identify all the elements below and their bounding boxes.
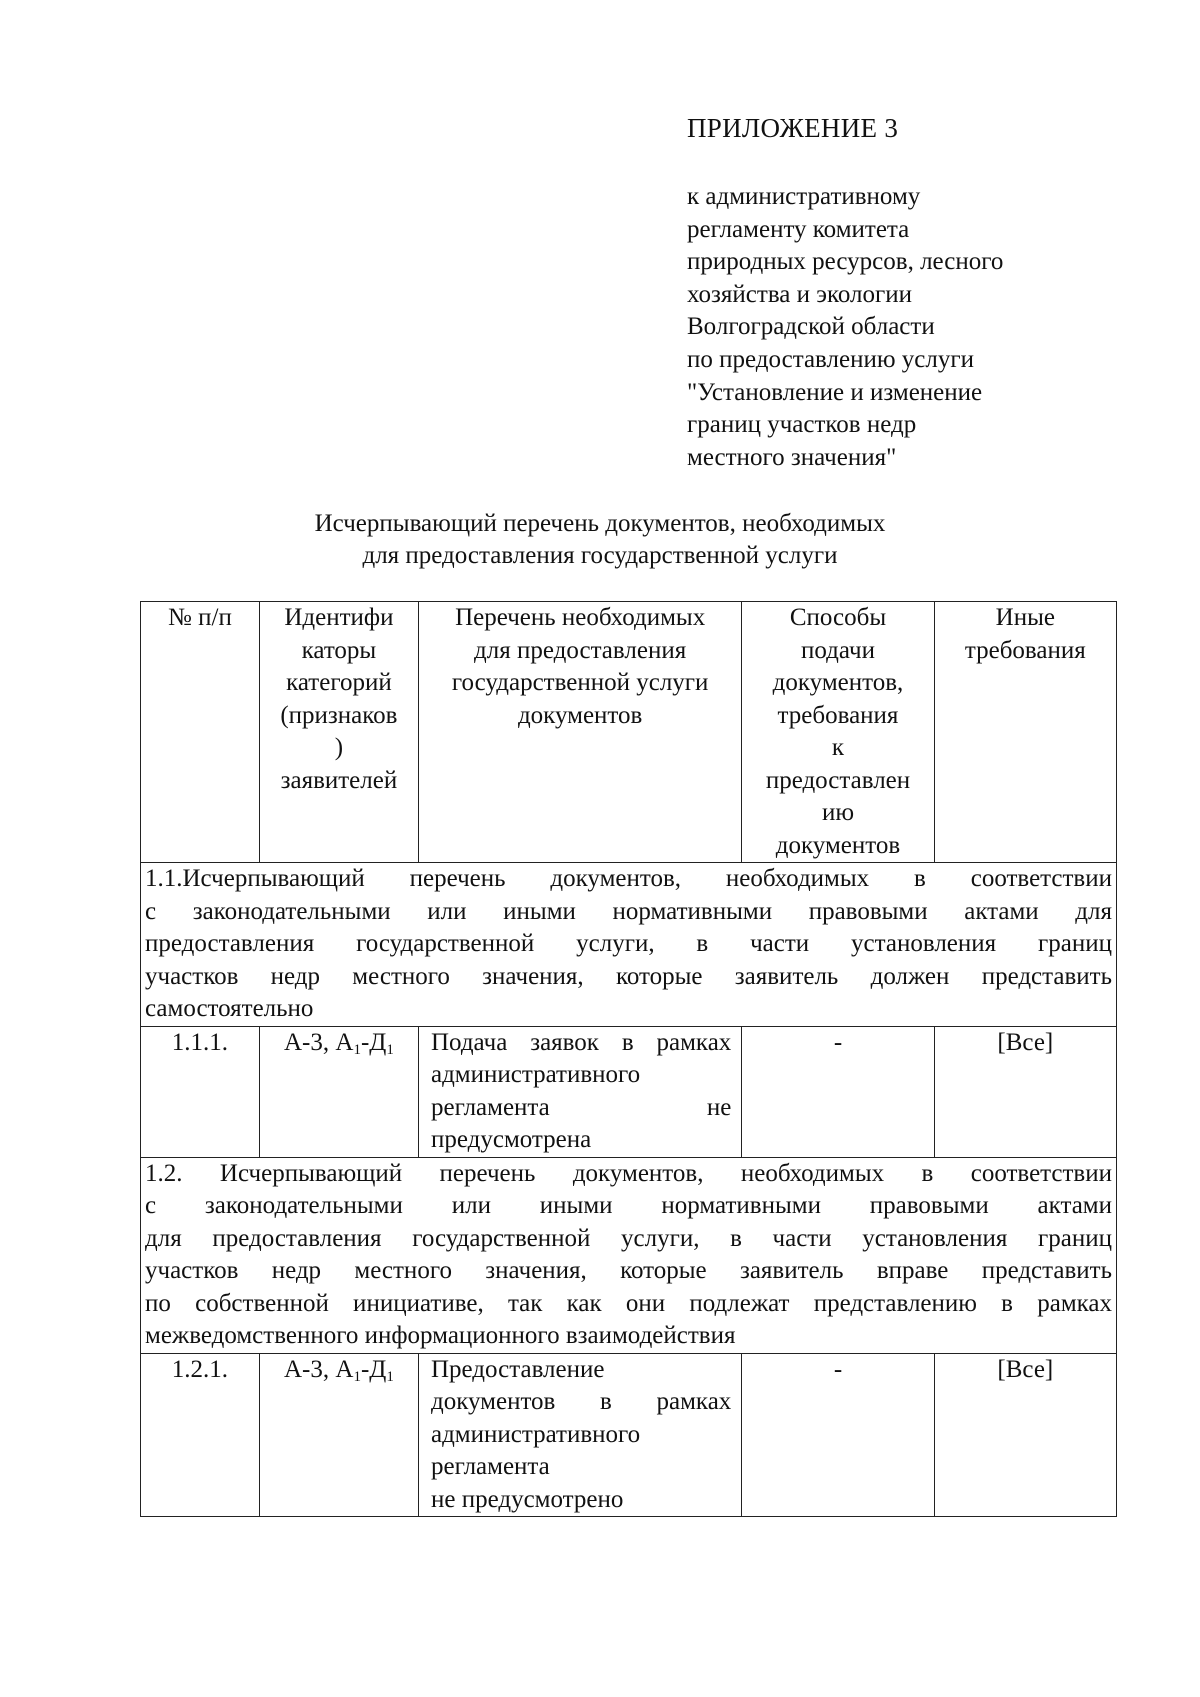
document-heading bbox=[160, 508, 1040, 572]
subtitle-line: хозяйства и экологии bbox=[687, 280, 913, 308]
document-list: Подача заявок в рамках административного регламента не предусмотрена bbox=[418, 1026, 741, 1157]
section-row-1 bbox=[141, 863, 1117, 1027]
row-number: 1.1.1. bbox=[141, 1026, 260, 1157]
applicant-identifiers: А-3, $А_1-Д_1$ bbox=[259, 1353, 418, 1517]
heading-line: для предоставления государственной услуги bbox=[362, 542, 838, 569]
subtitle-line: регламенту комитета bbox=[687, 215, 910, 243]
subtitle-line: Волгоградской области bbox=[687, 313, 935, 341]
subtitle-line: к административному bbox=[687, 183, 921, 210]
subtitle-line: местного значения" bbox=[687, 443, 897, 471]
header-cell-list: Перечень необходимых для предоставления государственной услуги документов bbox=[418, 602, 741, 863]
header-cell-other: Иные требования bbox=[934, 602, 1116, 863]
subtitle-line: природных ресурсов, лесного bbox=[687, 248, 1004, 276]
document-list: Предоставление документов в рамках административного регламента не предусмотрено bbox=[418, 1353, 741, 1517]
subtitle-line: "Установление и изменение bbox=[687, 378, 983, 406]
header-cell-num: № п/п bbox=[141, 602, 260, 863]
documents-table bbox=[140, 601, 1117, 1517]
header-cell-ways: Способы подачи документов, требования к предоставлен ию документов bbox=[742, 602, 934, 863]
submission-ways: - bbox=[742, 1026, 934, 1157]
section-row-2 bbox=[141, 1157, 1117, 1353]
header-cell-identifiers: Идентифи каторы категорий (признаков ) заявителей bbox=[259, 602, 418, 863]
subtitle-line: границ участков недр bbox=[687, 411, 917, 439]
table-row bbox=[141, 1353, 1117, 1517]
heading-line: Исчерпывающий перечень документов, необходимых bbox=[314, 510, 886, 537]
row-number: 1.2.1. bbox=[141, 1353, 260, 1517]
table-header-row bbox=[141, 602, 1117, 863]
section-text: 1.1.Исчерпывающий перечень документов, необходимых в соответствии с законодательными или иными нормативными правовыми актами для предоставления государственной услуги, в части установления границ участков недр местного значения, которые заявитель должен представить самостоятельно bbox=[141, 863, 1117, 1027]
other-requirements: [Все] bbox=[934, 1353, 1116, 1517]
submission-ways: - bbox=[742, 1353, 934, 1517]
section-text: 1.2. Исчерпывающий перечень документов, необходимых в соответствии с законодательными или иными нормативными правовыми актами для предоставления государственной услуги, в части установления границ участков недр местного значения, которые заявитель вправе представить по собственной инициативе, так как они подлежат представлению в рамках межведомственного информационного взаимодействия bbox=[141, 1157, 1117, 1353]
table-row bbox=[141, 1026, 1117, 1157]
appendix-subtitle bbox=[687, 181, 1003, 474]
other-requirements: [Все] bbox=[934, 1026, 1116, 1157]
subtitle-line: по предоставлению услуги bbox=[687, 345, 974, 373]
applicant-identifiers: А-3, $А_1-Д_1$ bbox=[259, 1026, 418, 1157]
appendix-title: ПРИЛОЖЕНИЕ 3 bbox=[687, 113, 899, 143]
